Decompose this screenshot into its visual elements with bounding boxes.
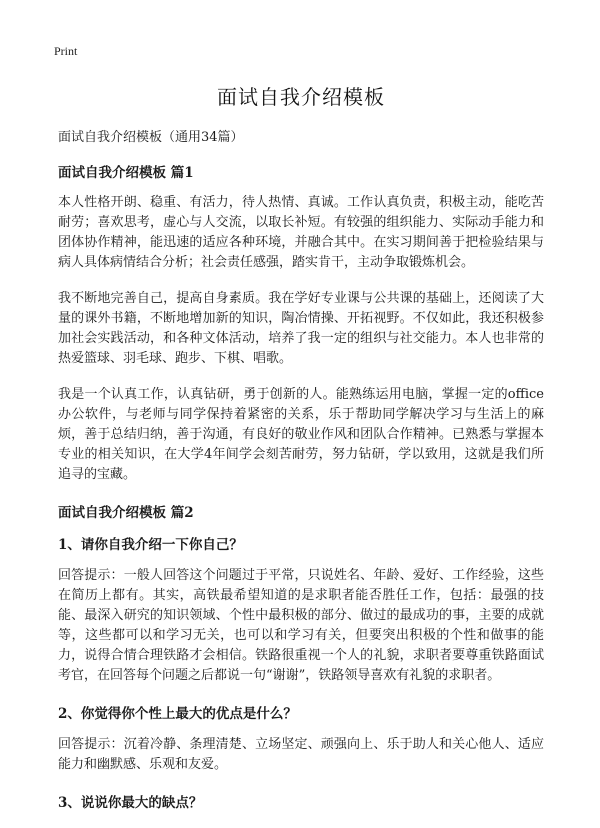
answer-2: 回答提示：沉着冷静、条理清楚、立场坚定、顽强向上、乐于助人和关心他人、适应能力和幽默感、乐观和友爱。 xyxy=(58,737,544,772)
question-2: 2、你觉得你个性上最大的优点是什么？ xyxy=(58,706,297,722)
print-label[interactable]: Print xyxy=(54,44,78,58)
section-1-paragraph-1: 本人性格开朗、稳重、有活力，待人热情、真诚。工作认真负责，积极主动，能吃苦耐劳；喜欢思考，虚心与人交流，以取长补短。有较强的组织能力、实际动手能力和团体协作精神，能迅速的适应各种环境，并融合其中。在实习期间善于把检验结果与病人具体病情结合分析；社会责任感强，踏实肯干，主动争取锻炼机会。 xyxy=(58,195,544,270)
document-subtitle: 面试自我介绍模板（通用34篇） xyxy=(58,130,244,145)
section-1-paragraph-2: 我不断地完善自己，提高自身素质。我在学好专业课与公共课的基础上，还阅读了大量的课外书籍，不断地增加新的知识，陶冶情操、开拓视野。不仅如此，我还积极参加社会实践活动，和各种文体活动，培养了我一定的组织与社交能力。本人也非常的热爱篮球、羽毛球、跑步、下棋、唱歌。 xyxy=(58,291,544,366)
page-title: 面试自我介绍模板 xyxy=(217,85,385,109)
section-heading-2: 面试自我介绍模板 篇2 xyxy=(58,505,194,521)
answer-1: 回答提示：一般人回答这个问题过于平常，只说姓名、年龄、爱好、工作经验，这些在简历上都有。其实，高铁最希望知道的是求职者能否胜任工作，包括：最强的技能、最深入研究的知识领域、个性中最积极的部分、做过的最成功的事，主要的成就等，这些都可以和学习无关，也可以和学习有关，但要突出积极的个性和做事的能力，说得合情合理铁路才会相信。铁路很重视一个人的礼貌，求职者要尊重铁路面试考官，在回答每个问题之后都说一句“谢谢”，铁路领导喜欢有礼貌的求职者。 xyxy=(58,568,544,683)
section-1-paragraph-3: 我是一个认真工作，认真钻研，勇于创新的人。能熟练运用电脑，掌握一定的office 办公软件，与老师与同学保持着紧密的关系，乐于帮助同学解决学习与生活上的麻烦，善于总结归纳，善于沟通，有良好的敬业作风和团队合作精神。已熟悉与掌握本专业的相关知识，在大学4年间学会刻苦耐劳，努力钻研，学以致用，这就是我们所追寻的宝藏。 xyxy=(58,387,544,482)
question-1: 1、请你自我介绍一下你自己？ xyxy=(58,537,243,553)
section-heading-1: 面试自我介绍模板 篇1 xyxy=(58,165,194,181)
question-3: 3、说说你最大的缺点？ xyxy=(58,795,203,811)
